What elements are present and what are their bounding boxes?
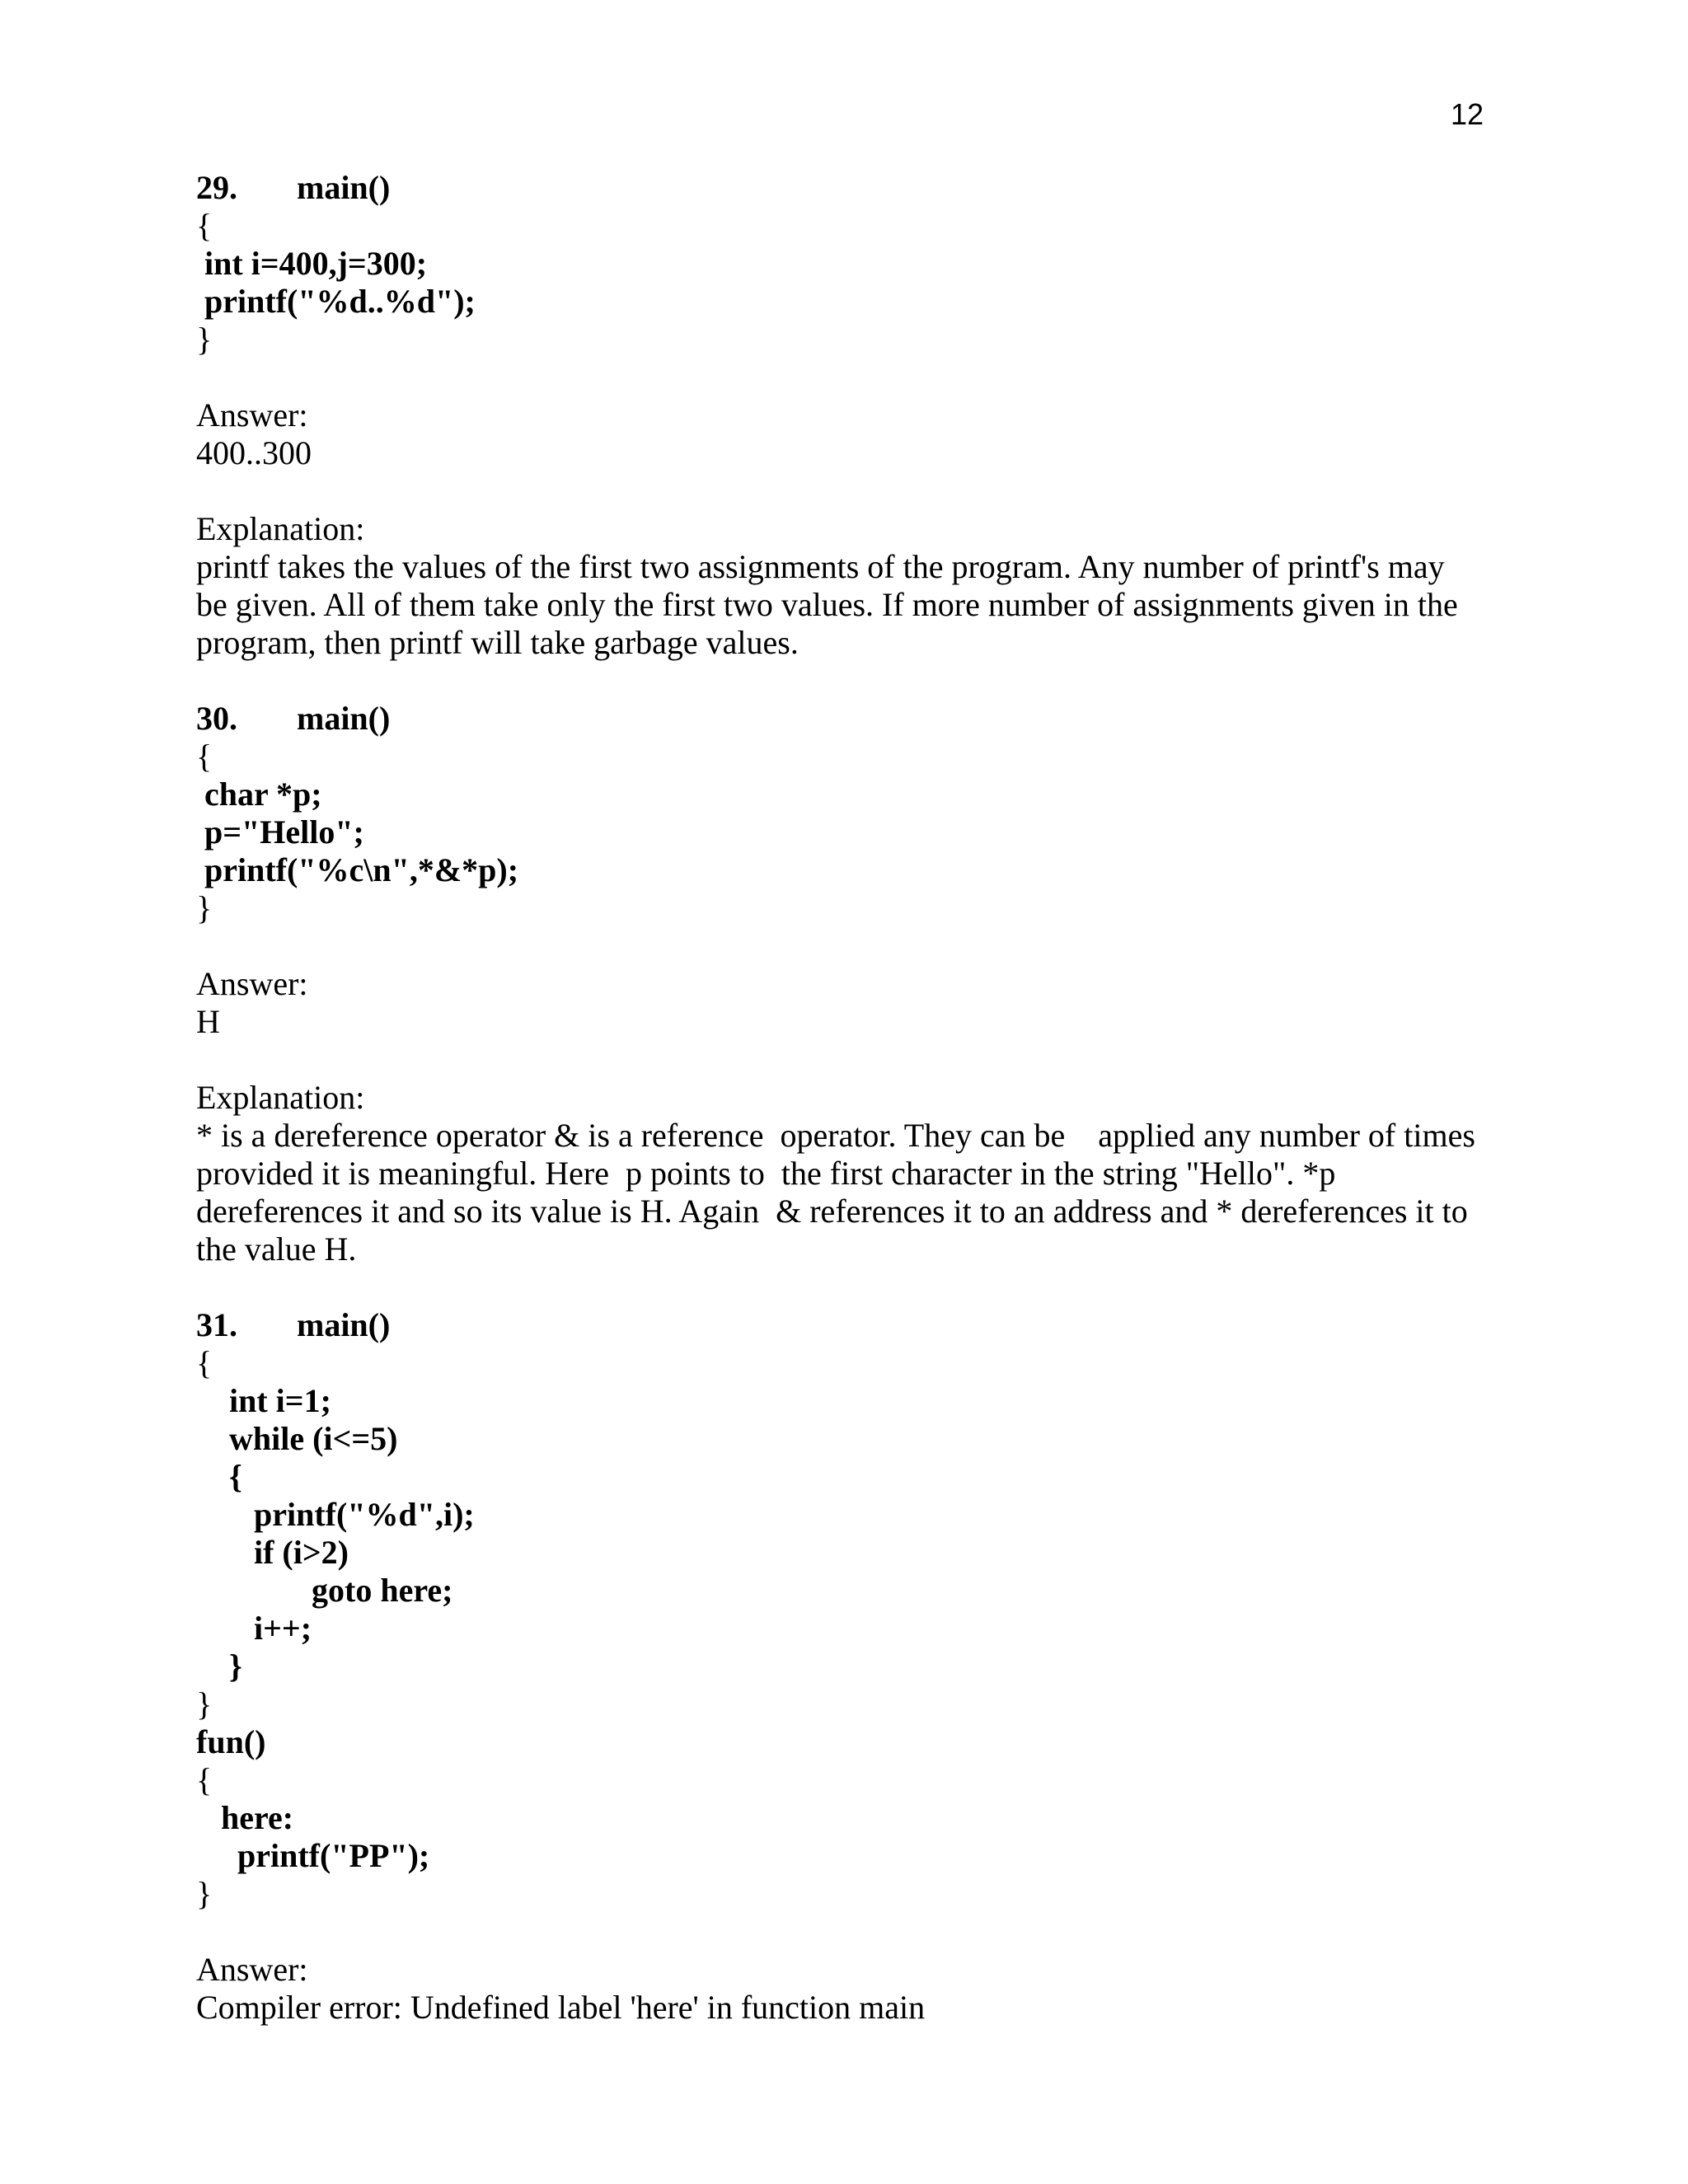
question-title: main() (297, 700, 391, 737)
answer-text: H (196, 1003, 220, 1040)
question-number: 31. (196, 1306, 237, 1343)
explanation-text (196, 548, 1515, 662)
code-line: } (196, 1875, 213, 1912)
explanation-line: * is a dereference operator & is a reference operator. They can be applied any number of times (196, 1117, 1475, 1154)
document-body (196, 169, 1515, 2027)
explanation-line: the value H. (196, 1230, 357, 1268)
code-line: int i=400,j=300; (196, 245, 428, 282)
code-line: printf("%d..%d"); (196, 283, 476, 320)
explanation-line: printf takes the values of the first two assignments of the program. Any number of printf's may (196, 548, 1445, 585)
code-line: i++; (254, 1610, 312, 1647)
explanation-line: dereferences it and so its value is H. Again & references it to an address and * dereferences it to (196, 1193, 1468, 1230)
code-line: int i=1; (229, 1382, 331, 1419)
code-line: { (229, 1458, 242, 1495)
explanation-text (196, 1117, 1515, 1268)
code-line: { (196, 738, 213, 775)
question-header (196, 169, 1515, 207)
code-line: if (i>2) (254, 1534, 349, 1571)
code-line: } (196, 1685, 213, 1722)
answer-text: Compiler error: Undefined label 'here' in function main (196, 1989, 926, 2026)
question-number: 29. (196, 169, 237, 206)
question-header (196, 1306, 1515, 1344)
code-line: while (i<=5) (229, 1420, 398, 1457)
code-line: char *p; (196, 776, 322, 813)
code-line: { (196, 1344, 213, 1381)
code-line: goto here; (312, 1572, 453, 1609)
question-header (196, 700, 1515, 738)
explanation-line: be given. All of them take only the first two values. If more number of assignments given in the (196, 586, 1458, 623)
code-line: } (229, 1647, 242, 1685)
code-line: printf("%c\n",*&*p); (196, 851, 519, 888)
answer-text: 400..300 (196, 434, 312, 471)
answer-label: Answer: (196, 396, 308, 434)
question-title: main() (297, 169, 391, 206)
code-line: here: (221, 1799, 294, 1836)
code-line: } (196, 889, 213, 926)
answer-label: Answer: (196, 965, 308, 1002)
code-line: p="Hello"; (196, 813, 364, 851)
page-number: 12 (1450, 97, 1484, 131)
code-line: { (196, 207, 213, 244)
explanation-label: Explanation: (196, 1079, 365, 1116)
code-line: { (196, 1761, 213, 1798)
question-number: 30. (196, 700, 237, 737)
code-line: fun() (196, 1723, 266, 1760)
explanation-line: provided it is meaningful. Here p points to the first character in the string "Hello". *p (196, 1155, 1336, 1192)
code-line: } (196, 321, 213, 358)
answer-label: Answer: (196, 1951, 308, 1988)
code-line: printf("PP"); (237, 1837, 430, 1874)
code-line: printf("%d",i); (254, 1496, 475, 1533)
explanation-line: program, then printf will take garbage values. (196, 624, 799, 661)
question-title: main() (297, 1306, 391, 1343)
explanation-label: Explanation: (196, 510, 365, 547)
